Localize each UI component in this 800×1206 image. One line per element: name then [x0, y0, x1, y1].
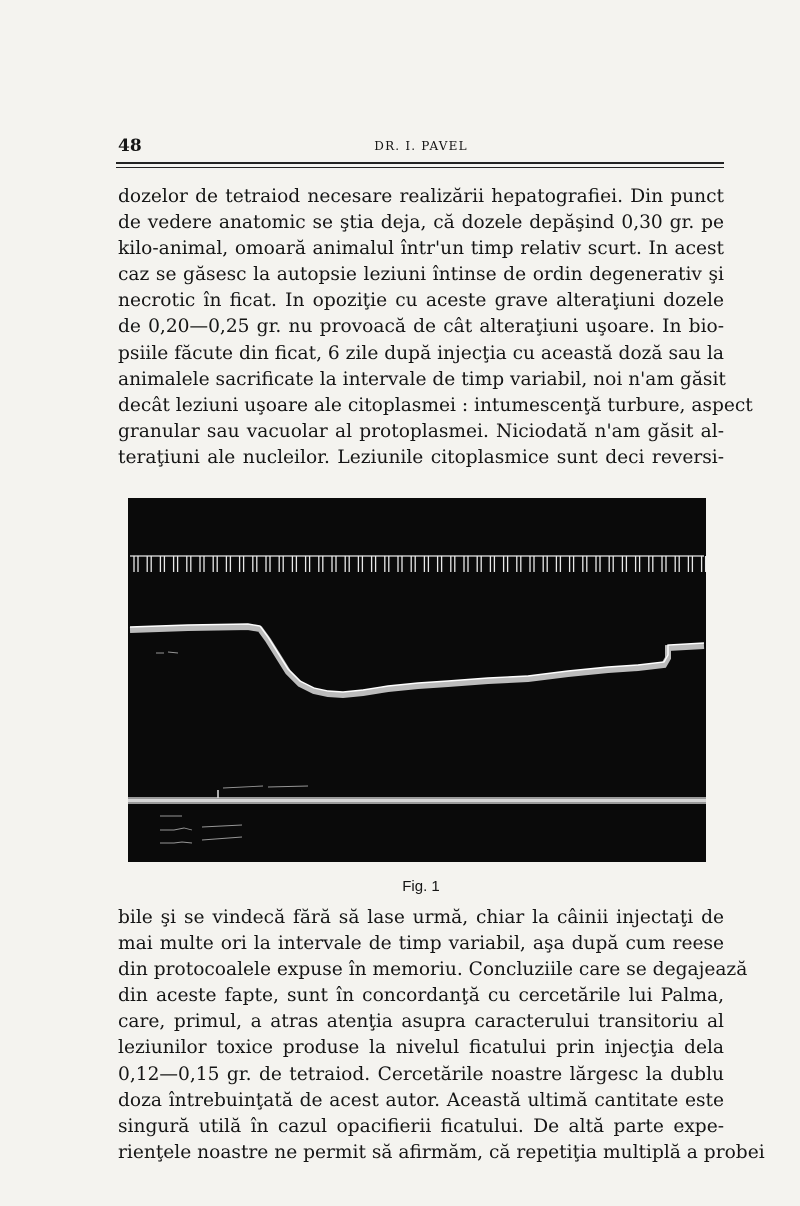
text-line: de vedere anatomic se ştia deja, că dozele depăşind 0,30 gr. pe — [118, 212, 724, 234]
text-line: psiile făcute din ficat, 6 zile după injecţia cu această doză sau la — [118, 342, 724, 364]
scratched-annotations — [156, 652, 308, 843]
body-text-top — [118, 184, 753, 471]
text-line: din protocoalele expuse în memoriu. Concluziile care se degajează — [118, 959, 748, 981]
text-line: din aceste fapte, sunt în concordanţă cu cercetările lui Palma, — [118, 985, 724, 1007]
baseline-trace — [128, 790, 706, 804]
text-line: de 0,20—0,25 gr. nu provoacă de cât alteraţiuni uşoare. In bio- — [118, 316, 724, 338]
text-line: mai multe ori la intervale de timp variabil, aşa după cum reese — [118, 933, 724, 955]
time-marker-trace — [130, 556, 706, 572]
kymograph-figure — [128, 498, 706, 862]
text-line: decât leziuni uşoare ale citoplasmei : intumescenţă turbure, aspect — [118, 394, 753, 416]
text-line: kilo-animal, omoară animalul într'un timp relativ scurt. In acest — [118, 238, 724, 260]
text-line: 0,12—0,15 gr. de tetraiod. Cercetările noastre lărgesc la dublu — [118, 1063, 724, 1085]
text-line: singură utilă în cazul opacifierii ficatului. De altă parte expe- — [118, 1115, 724, 1137]
text-line: granular sau vacuolar al protoplasmei. Niciodată n'am găsit al- — [118, 420, 724, 442]
text-line: bile şi se vindecă fără să lase urmă, chiar la câinii injectaţi de — [118, 907, 724, 928]
header-rule-thin — [116, 167, 724, 168]
page-number: 48 — [118, 136, 142, 156]
text-line: teraţiuni ale nucleilor. Leziunile citoplasmice sunt deci reversi- — [118, 446, 724, 468]
text-line: leziunilor toxice produse la nivelul ficatului prin injecţia dela — [118, 1037, 724, 1059]
page-header — [118, 136, 724, 158]
text-line: rienţele noastre ne permit să afirmăm, că repetiţia multiplă a probei — [118, 1141, 765, 1163]
pressure-trace-outline — [130, 624, 704, 692]
kymograph-recording — [128, 498, 706, 862]
header-rule — [116, 162, 724, 164]
body-text-bottom — [118, 905, 765, 1166]
text-line: caz se găsesc la autopsie leziuni întinse de ordin degenerativ şi — [118, 264, 724, 286]
text-line: animalele sacrificate la intervale de timp variabil, noi n'am găsit — [118, 368, 726, 390]
running-head: DR. I. PAVEL — [374, 139, 468, 153]
text-line: doza întrebuinţată de acest autor. Această ultimă cantitate este — [118, 1089, 724, 1111]
figure-caption: Fig. 1 — [402, 878, 440, 895]
pressure-trace — [130, 627, 704, 695]
text-line: necrotic în ficat. In opoziţie cu aceste grave alteraţiuni dozele — [118, 290, 724, 312]
text-line: dozelor de tetraiod necesare realizării hepatografiei. Din punct — [118, 186, 724, 207]
text-line: care, primul, a atras atenţia asupra caracterului transitoriu al — [118, 1011, 724, 1033]
